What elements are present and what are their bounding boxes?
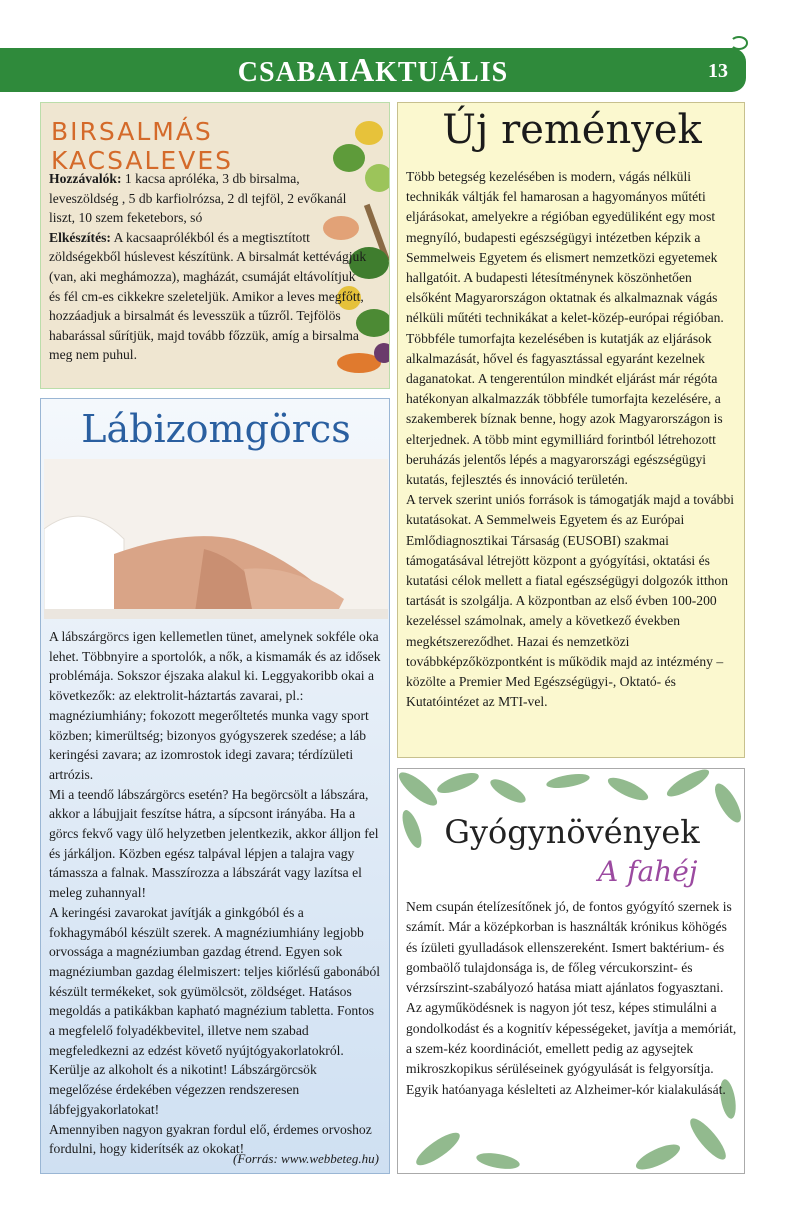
cramp-text <box>49 627 383 1159</box>
cramp-paragraph: Mi a teendő lábszárgörcs esetén? Ha begörcsölt a lábszára, akkor a lábujjait feszítse hátra, a sípcsont irányába. Ha a görcs fekvő vagy ülő helyzetben jelentkezik, akkor álljon fel és járkáljon. Közben egész talpával lépjen a talajra vagy támassza a falnak. Masszírozza a lábszárát vagy lazítsa el meleg zuhannyal! <box>49 786 379 901</box>
cramp-article <box>40 398 390 1174</box>
recipe-box <box>40 102 390 389</box>
cramp-paragraph: A keringési zavarokat javítják a ginkgóból és a fokhagymából készült szerek. A magnéziumhiány legjobb orvossága a magnéziumban gazdag étrend. Egyen sok magnéziumban gazdag élelmiszert: teljes kiőrlésű gabonából készült termékeket, sok gyümölcsöt, zöldséget. Hatásos megoldás a patikákban kapható magnézium tabletta. Fontos a megfelelő folyadékbevitel, illetve nem szabad megfeledkezni az edzést követő nyújtógyakorlatokról. Kerülje az alkoholt és a nikotint! Lábszárgörcsök megelőzése érdekében végezzen rendszeresen lábfejgyakorlatokat! <box>49 904 381 1117</box>
ingredients-label: Hozzávalók: <box>49 171 122 186</box>
herbs-text: Nem csupán ételízesítőnek jó, de fontos gyógyító szernek is számít. Már a középkorban is használták krónikus köhögés és ízületi gyulladások ellenszereként. Ismert baktérium- és gombaölő tulajdonsága is, de főleg vércukorszint- és vérzsírszint-szabályozó hatása miatt ajánlatos fogyasztani. Az agyműködésnek is nagyon jót tesz, képes stimulálni a gondolkodást és a kognitív képességeket, javítja a memóriát, a szem-kéz koordinációt, emellett pedig az agysejtek mikroszkopikus sérüléseinek gyógyulását is felgyorsítja. Egyik hatóanyaga késlelteti az Alzheimer-kór kialakulását. <box>406 899 737 1097</box>
cramp-paragraph: A lábszárgörcs igen kellemetlen tünet, amelynek sokféle oka lehet. Többnyire a sportolók, a nők, a kismamák és az idősek problémája. Sokszor éjszaka alakul ki. Leggyakoribb okai a következők: az elektrolit-háztartás zavarai, pl.: magnéziumhiány; fokozott megerőltetés munka vagy sport közben; kimerültség; bizonyos gyógyszerek szedése; a láb keringési zavara; az izomrostok idegi zavara; térdízületi artrózis. <box>49 629 381 782</box>
hopes-paragraph: Többféle tumorfajta kezelésében is kutatják az eljárások alkalmazását, hővel és fagyasztással egyaránt kezelnek daganatokat. A tengerentúlon mindkét eljárást már régóta hatékonyan alkalmazzák többféle tumorfajta kezelésére, a szakemberek bíznak benne, hogy azok Magyarországon is elterjednek. A több mint egymilliárd forintból létrehozott beruházás jelentős lépés a magyarországi egészségügyi kutatás, fejlesztés és innováció területén. <box>406 330 723 488</box>
herbs-article <box>397 768 745 1174</box>
herbs-title: Gyógynövények <box>444 813 700 851</box>
brand-rest: KTUÁLIS <box>375 57 509 88</box>
herbs-subtitle: A fahéj <box>598 855 698 888</box>
brand-big: A <box>349 52 376 89</box>
ingredients-text: 1 kacsa aprólékа, 3 db birsalma, leveszöldség , 5 db karfiolrózsa, 2 dl tejföl, 2 evőkanál liszt, 10 szem feketebors, só <box>49 171 347 226</box>
hopes-paragraph: A tervek szerint uniós források is támogatják majd a további kutatásokat. A Semmelweis Egyetem és az Európai Emlődiagnosztikai Társaság (EUSOBI) szakmai támogatásával létrejött központ a gyógyítási, oktatási és kutatási célok mellett a fiatal egészségügyi dolgozók itthon tartását is szolgálja. A központban az első évben 100-200 kezeléssel számolnak, amely a következő években megkétszereződhet. Hazai és nemzetközi továbbképzőközpontként is működik majd az intézmény – közölte a Premier Med Egészségügyi-, Oktató- és Kutatóintézet az MTI-vel. <box>406 492 735 710</box>
swirl-ornament-icon <box>730 36 748 50</box>
method-label: Elkészítés: <box>49 229 111 245</box>
cramp-paragraph: Amennyiben nagyon gyakran fordul elő, érdemes orvoshoz fordulni, hogy kiderítsék az okokat! <box>49 1121 372 1157</box>
hopes-title: Új remények <box>442 107 702 153</box>
source-credit: (Forrás: www.webbeteg.hu) <box>233 1151 379 1166</box>
leg-massage-photo <box>44 459 388 619</box>
method-text: A kacsaaprólékból és a megtisztított zöldségekből húslevest készítünk. A birsalmát kettévágjuk (van, aki meghámozza), magházát, csumáját eltávolítjuk és fél cm-es cikkekre szeleteljük. Amikor a leves megfőtt, hozzáadjuk a birsalmát és levesszük a tűzről. Tejfölös habarással sűrítjük, majd tovább főzzük, amíg a birsalma meg nem puhul. <box>49 229 367 363</box>
recipe-text <box>49 169 367 365</box>
brand-small: CSABAI <box>237 57 350 88</box>
cramp-title: Lábizomgörcs <box>81 407 351 451</box>
hopes-paragraph: Több betegség kezelésében is modern, vágás nélküli technikák váltják fel hamarosan a hagyományos műtéti eljárásokat, amelyekre a régióban egyedüliként egy most megnyíló, budapesti egészségügyi intézetben képzik a Semmelweis Egyetem és elismert nemzetközi egyetemek hallgatóit. A budapesti létesítménynek köszönhetően elsőként Magyarországon oktatnak és alkalmaznak vágás nélküli műtéti technikákat a kelet-közép-európai régióban. <box>406 169 724 326</box>
recipe-title: BIRSALMÁS KACSALEVES <box>51 117 233 175</box>
hopes-article <box>397 102 745 758</box>
magazine-title <box>0 52 746 90</box>
hopes-text <box>406 167 738 712</box>
page-number: 13 <box>708 60 728 82</box>
